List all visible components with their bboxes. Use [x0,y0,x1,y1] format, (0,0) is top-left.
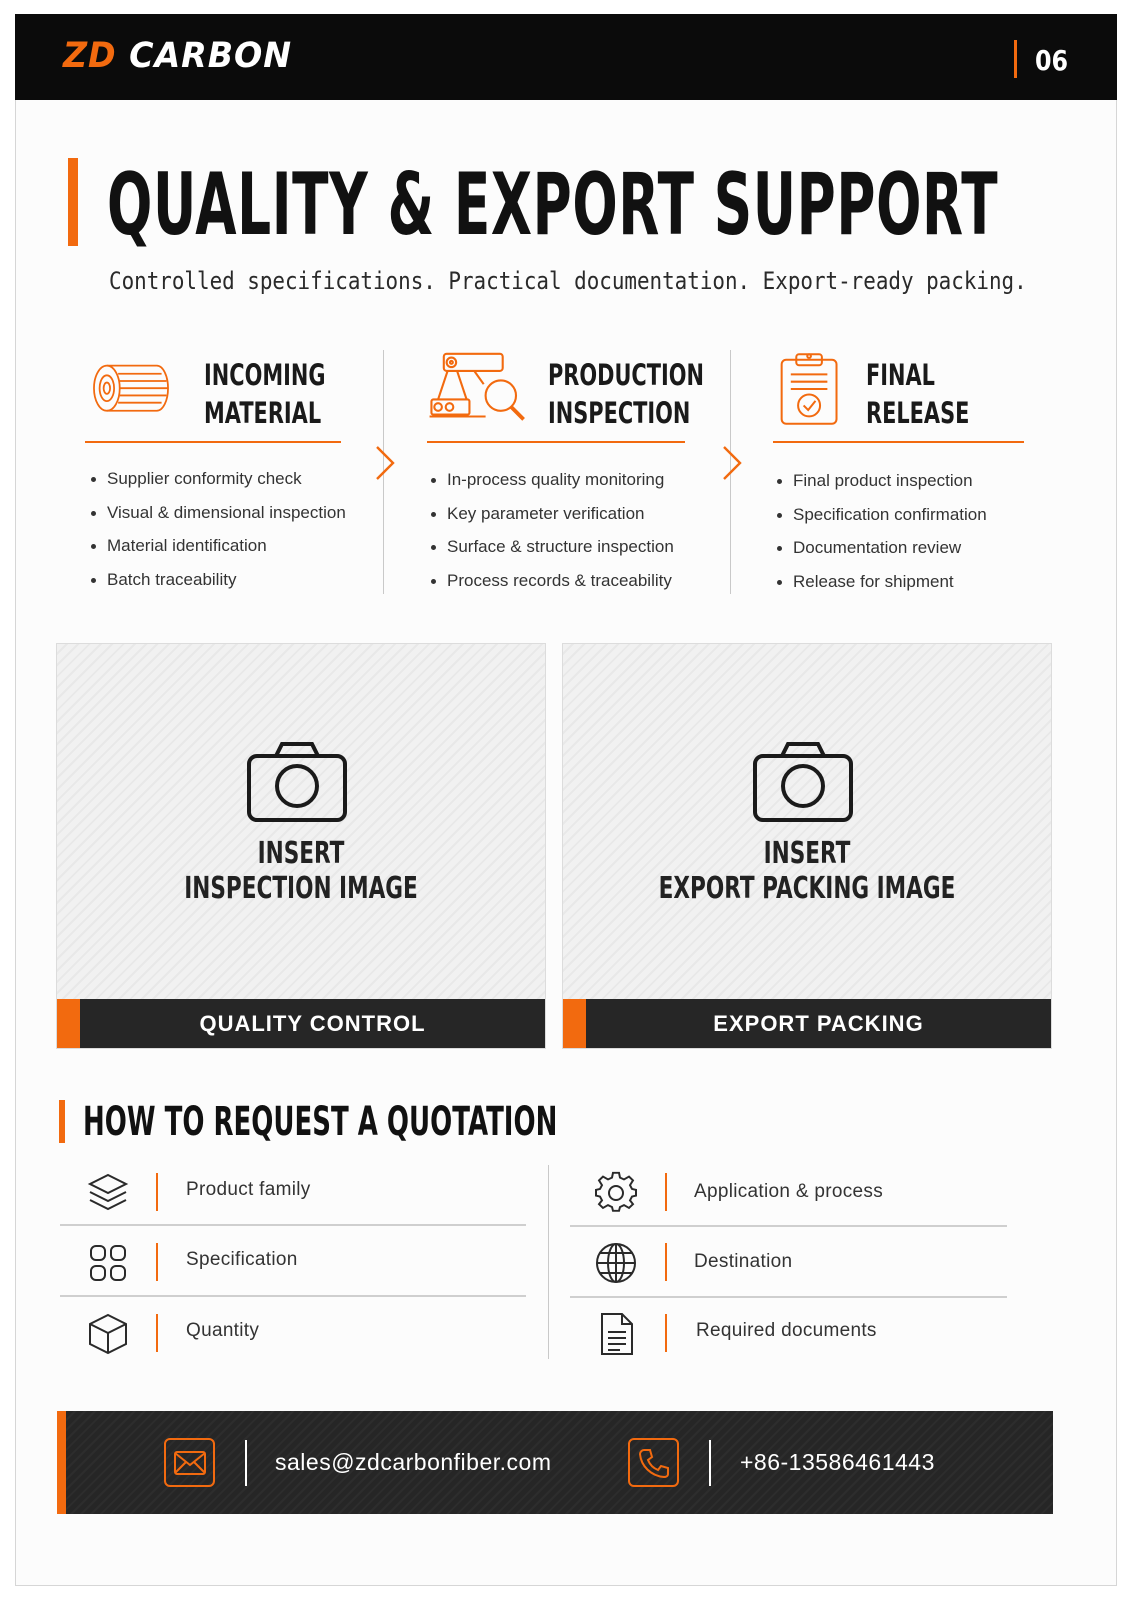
header-bar [15,14,1117,100]
step-title-line2: INSPECTION [548,396,691,430]
clipboard-check-icon [778,348,842,430]
placeholder-label-line1: INSERT [257,836,345,871]
quote-item-label: Specification [186,1249,298,1270]
contact-bar [57,1411,1053,1514]
quote-item-label: Product family [186,1179,311,1200]
section-accent-bar [59,1100,65,1143]
grid-icon [86,1241,130,1285]
placeholder-label-line2: INSPECTION IMAGE [184,871,418,906]
step-title-line2: RELEASE [866,396,970,430]
layers-icon [86,1171,130,1215]
step-title-line1: FINAL [866,358,935,392]
row-divider [570,1296,1007,1298]
row-divider [60,1295,526,1297]
quote-item-label: Application & process [694,1181,884,1202]
brand-logo [63,36,292,76]
step-rule [85,441,341,443]
step-title [204,356,325,432]
contact-accent [57,1411,66,1514]
column-divider [548,1165,549,1359]
gear-icon [594,1171,638,1215]
caption-accent [57,999,80,1048]
list-item: Specification confirmation [777,503,987,537]
quote-item-destination [568,1233,1006,1293]
quote-item-product-family [60,1163,526,1223]
list-item: Batch traceability [91,568,346,602]
item-separator [156,1243,158,1281]
quote-item-application [568,1163,1006,1223]
document-icon [594,1312,638,1356]
item-separator [665,1173,667,1211]
step-title-line2: MATERIAL [204,396,322,430]
item-separator [156,1173,158,1211]
list-item: Process records & traceability [431,569,674,603]
step-title [866,356,969,432]
quote-item-required-documents [568,1304,1006,1364]
list-item: Documentation review [777,536,987,570]
quote-item-specification [60,1233,526,1293]
page-number-divider [1014,40,1017,78]
step-title-line1: PRODUCTION [548,358,704,392]
quote-item-label: Destination [694,1251,793,1272]
list-item: Release for shipment [777,570,987,604]
list-item: Surface & structure inspection [431,535,674,569]
chevron-right-icon [371,443,397,483]
email-icon-box[interactable] [164,1438,215,1487]
quote-item-label: Required documents [696,1320,877,1341]
panel-caption: QUALITY CONTROL [199,1011,426,1036]
camera-icon [752,740,854,824]
phone-link[interactable]: +86-13586461443 [740,1449,935,1475]
brand-zd: ZD [63,36,117,76]
contact-separator [245,1440,247,1486]
fabric-roll-icon [82,356,180,422]
step-checklist [431,468,674,602]
list-item: Supplier conformity check [91,467,346,501]
panel-caption-bar [57,999,545,1048]
box-icon [86,1312,130,1356]
export-packing-image-placeholder[interactable] [562,643,1052,1049]
brand-carbon: CARBON [129,36,293,76]
step-rule [773,441,1024,443]
item-separator [665,1243,667,1281]
list-item: Key parameter verification [431,502,674,536]
email-icon [173,1447,207,1479]
contact-separator [709,1440,711,1486]
placeholder-label-line2: EXPORT PACKING IMAGE [658,871,956,906]
step-title-line1: INCOMING [204,358,326,392]
caption-accent [563,999,586,1048]
panel-caption-bar [563,999,1051,1048]
placeholder-label-line1: INSERT [763,836,851,871]
list-item: Material identification [91,534,346,568]
step-checklist [91,467,346,601]
page-title: QUALITY & EXPORT SUPPORT [107,155,999,255]
camera-icon [246,740,348,824]
page-number: 06 [1035,44,1069,77]
phone-icon [637,1447,671,1479]
item-separator [665,1314,667,1352]
page-subtitle: Controlled specifications. Practical documentation. Export-ready packing. [109,267,1027,295]
row-divider [60,1224,526,1226]
list-item: Final product inspection [777,469,987,503]
production-magnifier-icon [426,350,530,426]
phone-icon-box[interactable] [628,1438,679,1487]
step-title [548,356,704,432]
step-checklist [777,469,987,603]
quote-item-quantity [60,1304,526,1364]
list-item: Visual & dimensional inspection [91,501,346,535]
step-rule [427,441,685,443]
row-divider [570,1225,1007,1227]
quotation-title: HOW TO REQUEST A QUOTATION [83,1099,558,1145]
chevron-right-icon [718,443,744,483]
inspection-image-placeholder[interactable] [56,643,546,1049]
list-item: In-process quality monitoring [431,468,674,502]
globe-icon [594,1241,638,1285]
panel-caption: EXPORT PACKING [713,1011,924,1036]
item-separator [156,1314,158,1352]
email-link[interactable]: sales@zdcarbonfiber.com [275,1449,552,1475]
quote-item-label: Quantity [186,1320,260,1341]
title-accent-bar [68,158,78,246]
